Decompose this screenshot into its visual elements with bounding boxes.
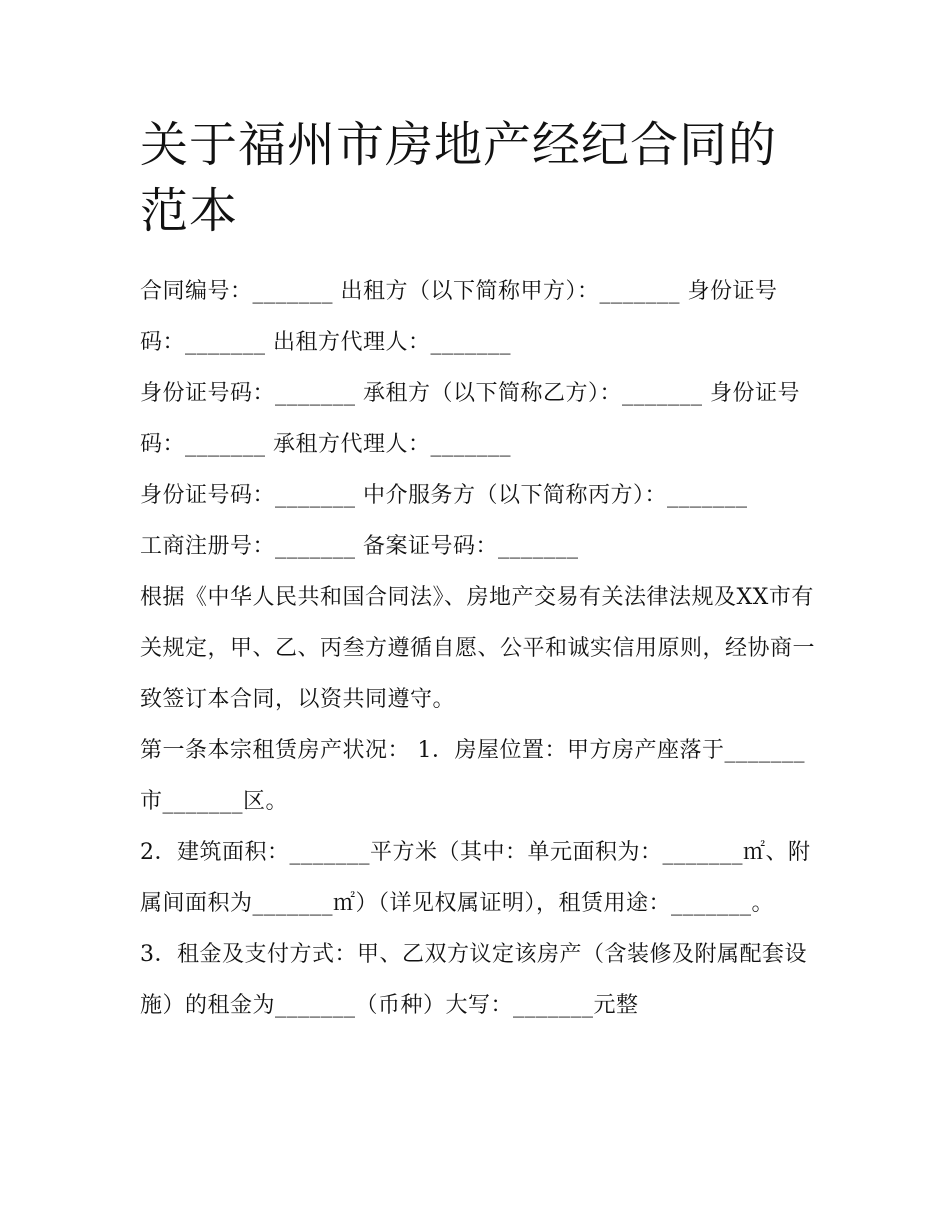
- paragraph-building-area: 2．建筑面积：_______平方米（其中：单元面积为：_______㎡、附属间面积为_______㎡）（详见权属证明），租赁用途：_______。: [140, 840, 811, 916]
- document-page: [140, 112, 820, 1031]
- paragraph-registration-info: 工商注册号：_______ 备案证号码：_______: [140, 534, 579, 559]
- paragraph-lessor-info: 合同编号：_______ 出租方（以下简称甲方）：_______ 身份证号码：_______ 出租方代理人：_______: [140, 279, 778, 355]
- paragraph-property-location: 第一条本宗租赁房产状况： 1．房屋位置：甲方房产座落于_______市_______区。: [140, 738, 805, 814]
- document-title: 关于福州市房地产经纪合同的范本: [140, 117, 778, 239]
- paragraph-agency-info: 身份证号码：_______ 中介服务方（以下简称丙方）：_______: [140, 483, 748, 508]
- paragraph-rent-payment: 3．租金及支付方式：甲、乙双方议定该房产（含装修及附属配套设施）的租金为_______（币种）大写：_______元整: [140, 942, 807, 1018]
- document-body: [140, 266, 820, 1031]
- paragraph-legal-basis: 根据《中华人民共和国合同法》、房地产交易有关法律法规及XX市有关规定，甲、乙、丙叁方遵循自愿、公平和诚实信用原则，经协商一致签订本合同，以资共同遵守。: [140, 585, 816, 712]
- paragraph-lessee-info: 身份证号码：_______ 承租方（以下简称乙方）：_______ 身份证号码：_______ 承租方代理人：_______: [140, 381, 800, 457]
